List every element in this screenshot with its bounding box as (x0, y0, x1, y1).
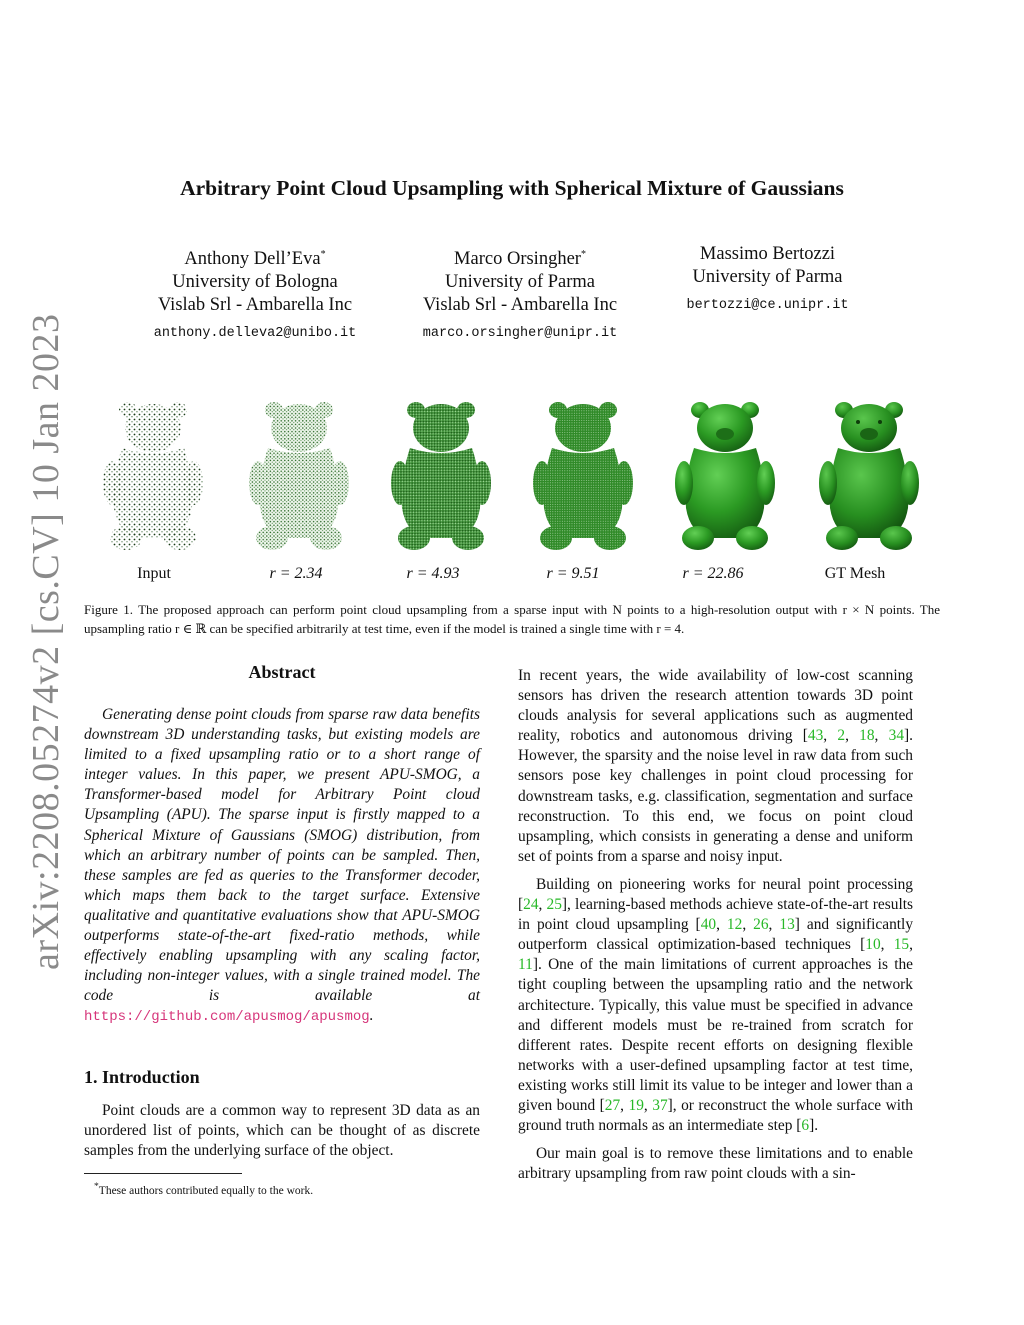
citation[interactable]: 40 (700, 916, 717, 934)
intro-heading: 1. Introduction (84, 1067, 200, 1087)
bear-input-pointcloud (98, 398, 208, 554)
paper-title: Arbitrary Point Cloud Upsampling with Spherical Mixture of Gaussians (180, 176, 844, 200)
author-name: Anthony Dell’Eva (184, 249, 321, 270)
bear-gt-mesh (814, 398, 924, 554)
text: In recent years, the wide availability of low-cost scanning sensors has driven the research attention towards 3D point clouds analysis for several applications such as augmented reality, robotics and autonomous driving [ (518, 667, 913, 745)
code-link[interactable]: https://github.com/apusmog/apusmog (84, 1009, 370, 1026)
text: ], learning-based methods achieve state-of-the-art results in point cloud upsampling [ (518, 896, 913, 934)
footnote-text: These authors contributed equally to the work. (98, 1184, 314, 1197)
citation[interactable]: 18 (859, 727, 875, 745)
figure-label-r2: r = 4.93 (406, 565, 460, 582)
author-block-1 (130, 243, 380, 345)
author-block-2 (395, 243, 645, 345)
text: ], or reconstruct the whole surface with ground truth normals as an intermediate step [ (518, 1096, 913, 1135)
footnote (94, 1181, 313, 1197)
author-block-3 (645, 243, 890, 317)
right-column (518, 666, 913, 1192)
citation[interactable]: 27 (604, 1096, 621, 1114)
author-name: Massimo Bertozzi (699, 244, 836, 264)
bear-upsampled-r4 (386, 398, 496, 554)
citation[interactable]: 19 (628, 1096, 644, 1114)
author-email[interactable]: bertozzi@ce.unipr.it (686, 298, 849, 313)
abstract-heading: Abstract (248, 662, 316, 682)
figure-label-input: Input (137, 565, 171, 582)
figure-label-gt: GT Mesh (824, 565, 886, 582)
citation[interactable]: 11 (518, 956, 533, 974)
figure-label-r4: r = 22.86 (682, 565, 744, 582)
citation[interactable]: 15 (893, 936, 910, 954)
author-email[interactable]: anthony.delleva2@unibo.it (153, 326, 357, 342)
citation[interactable]: 2 (837, 727, 846, 745)
text: ] and significantly outperform classical optimization-based techniques [ (518, 916, 914, 954)
citation[interactable]: 26 (753, 916, 769, 934)
figure-1 (96, 398, 926, 558)
text: ]. However, the sparsity and the noise level in raw data from such sensors pose key challenges in point cloud processing for downstream tasks, e.g. classification, segmentation and surface reconstruction. To this end, we focus on point cloud upsampling, which consists in generating a dense and uniform set of points from a sparse and noisy input. (518, 727, 913, 865)
figure-label-r3: r = 9.51 (546, 565, 600, 582)
author-affiliation: University of Parma (692, 267, 843, 287)
text: ]. One of the main limitations of current approaches is the tight coupling between the upsampling ratio and the network architecture. Typically, this value must be specified in advance and different models must be re-trained from scratch for different rates. Despite recent efforts on designing flexible networks with a user-defined upsampling factor at test time, existing works still limit its value to be integer and lower than a given bound [ (518, 956, 913, 1114)
abstract-body (84, 705, 480, 1028)
figure-label-r1: r = 2.34 (269, 565, 323, 582)
author-name: Marco Orsingher (454, 249, 581, 270)
citation[interactable]: 43 (807, 727, 824, 745)
author-affiliation: Vislab Srl - Ambarella Inc (422, 295, 618, 316)
footnote-rule (84, 1173, 242, 1174)
bear-upsampled-r9 (528, 398, 638, 554)
author-email[interactable]: marco.orsingher@unipr.it (422, 326, 618, 342)
paragraph-1: In recent years, the wide availability of low-cost scanning sensors has driven the research attention towards 3D point clouds analysis for several applications such as augmented reality, robotics and autonomous driving [43, 2, 18, 34]. However, the sparsity and the noise level in raw data from such sensors pose key challenges in point cloud processing for downstream tasks, e.g. classification, segmentation and surface reconstruction. To this end, we focus on point cloud upsampling, which consists in generating a dense and uniform set of points from a sparse and noisy input. (518, 667, 913, 865)
citation[interactable]: 6 (801, 1117, 810, 1135)
author-mark: * (580, 249, 586, 260)
author-affiliation: Vislab Srl - Ambarella Inc (157, 295, 353, 316)
citation[interactable]: 37 (652, 1096, 668, 1114)
intro-body: Point clouds are a common way to represent 3D data as an unordered list of points, which can be thought of as discrete samples from the underlying surface of the object. (84, 1102, 480, 1160)
citation[interactable]: 34 (888, 727, 905, 745)
citation[interactable]: 12 (726, 916, 743, 934)
abstract-text: Generating dense point clouds from sparse raw data benefits downstream 3D understanding tasks, but existing models are limited to a fixed upsampling ratio or to a short range of integer values. In this paper, we present APU-SMOG, a Transformer-based model for Arbitrary Point cloud Upsampling (APU). The sparse input is firstly mapped to a Spherical Mixture of Gaussians (SMOG) distribution, from which an arbitrary number of points can be sampled. Then, these samples are fed as queries to the Transformer decoder, which maps them back to the target surface. Extensive qualitative and quantitative evaluations show that APU-SMOG outperforms state-of-the-art fixed-ratio methods, while effectively enabling upsampling with any scaling factor, including non-integer values, with a single trained model. The code is available at (84, 706, 480, 1005)
text: ]. (809, 1117, 819, 1135)
arxiv-stamp: arXiv:2208.05274v2 [cs.CV] 10 Jan 2023 (25, 313, 67, 970)
citation[interactable]: 25 (546, 896, 562, 914)
footnote-mark: * (94, 1181, 99, 1192)
bear-upsampled-r22 (670, 398, 780, 554)
author-mark: * (320, 249, 326, 260)
paragraph-3: Our main goal is to remove these limitations and to enable arbitrary upsampling from raw point clouds with a sin- (518, 1145, 913, 1183)
abstract-end: . (369, 1007, 374, 1025)
citation[interactable]: 13 (779, 916, 795, 934)
paragraph-2: Building on pioneering works for neural point processing [24, 25], learning-based methods achieve state-of-the-art results in point cloud upsampling [40, 12, 26, 13] and significantly outperform classical optimization-based techniques [10, 15, 11]. One of the main limitations of current approaches is the tight coupling between the upsampling ratio and the network architecture. Typically, this value must be specified in advance and different models must be re-trained from scratch for different rates. Despite recent efforts on designing flexible networks with a user-defined upsampling factor at test time, existing works still limit its value to be integer and lower than a given bound [27, 19, 37], or reconstruct the whole surface with ground truth normals as an intermediate step [6]. (518, 875, 914, 1135)
figure-caption: Figure 1. The proposed approach can perform point cloud upsampling from a sparse input with N points to a high-resolution output with r × N points. The upsampling ratio r ∈ ℝ can be specified arbitrarily at test time, even if the model is trained a single time with r = 4. (84, 602, 940, 636)
citation[interactable]: 10 (865, 936, 881, 954)
text: Building on pioneering works for neural point processing [ (518, 875, 913, 914)
bear-upsampled-r2 (244, 398, 354, 554)
author-affiliation: University of Bologna (172, 272, 338, 293)
author-affiliation: University of Parma (444, 272, 596, 293)
citation[interactable]: 24 (523, 896, 539, 914)
